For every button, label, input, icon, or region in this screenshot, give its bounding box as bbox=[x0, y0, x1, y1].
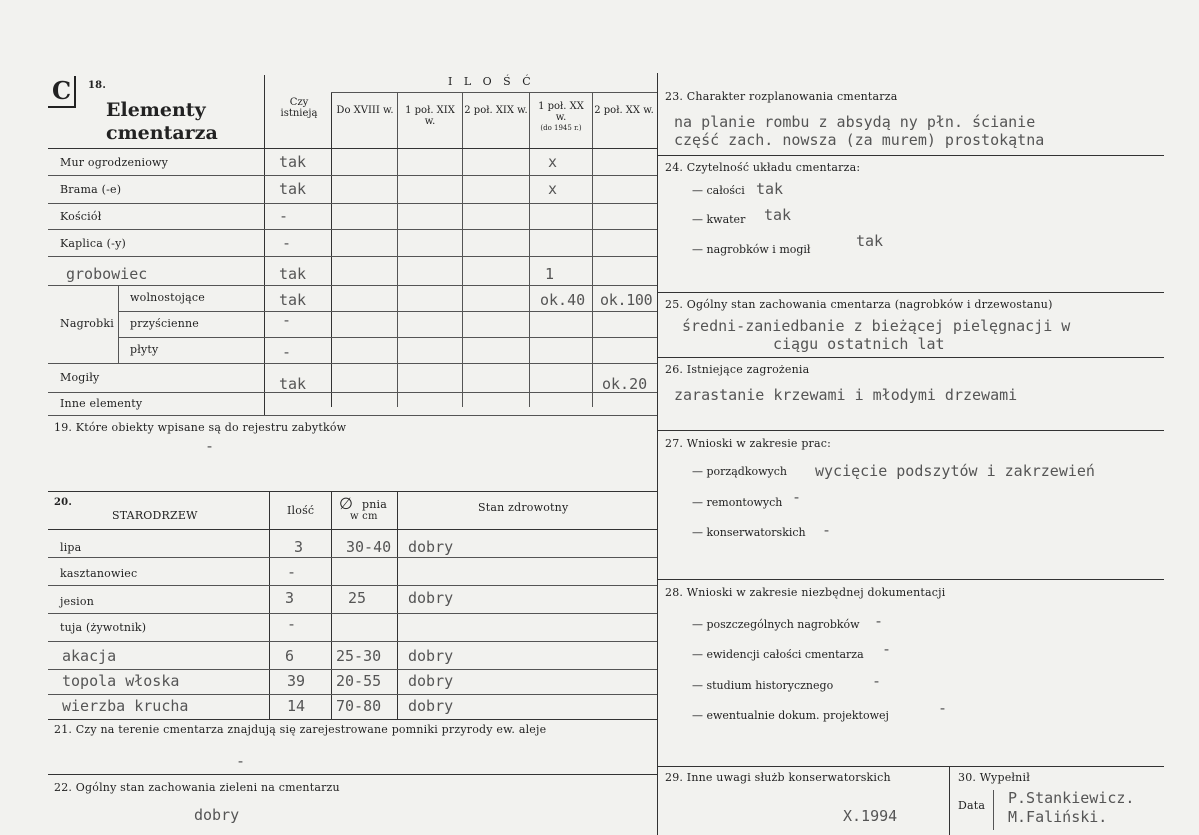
header-period-1: Do XVIII w. bbox=[336, 105, 394, 116]
trees-header-diam-symbol: ∅ bbox=[339, 494, 353, 513]
q28-item-label-3: — studium historycznego bbox=[692, 679, 834, 692]
graves-label: Nagrobki bbox=[60, 317, 114, 330]
graves-row-label-2: przyścienne bbox=[130, 317, 200, 330]
graves-row-p1xx-1: ok.40 bbox=[540, 291, 586, 309]
tree-name-3: jesion bbox=[60, 595, 94, 608]
tree-diam-3: 25 bbox=[348, 589, 367, 607]
graves-row-exists-3: - bbox=[282, 343, 292, 361]
q27-item-label-2: — remontowych bbox=[692, 496, 783, 509]
element-label-kaplica: Kaplica (-y) bbox=[60, 237, 126, 250]
q27-item-value-3: - bbox=[822, 521, 832, 539]
tree-name-4: tuja (żywotnik) bbox=[60, 621, 147, 634]
graves-row-p2xx-1: ok.100 bbox=[600, 291, 653, 309]
q28-item-label-1: — poszczególnych nagrobków bbox=[692, 618, 860, 631]
tree-name-7: wierzba krucha bbox=[62, 697, 189, 715]
q23-line1: na planie rombu z absydą ny płn. ścianie bbox=[674, 113, 1036, 131]
header-period-3: 2 poł. XIX w. bbox=[464, 105, 528, 116]
mogily-p2xx: ok.20 bbox=[602, 375, 648, 393]
tree-health-6: dobry bbox=[408, 672, 454, 690]
q23-line2: część zach. nowsza (za murem) prostokątna bbox=[674, 131, 1045, 149]
mogily-label: Mogiły bbox=[60, 371, 100, 384]
section-title-1: Elementy bbox=[106, 99, 206, 121]
element-label-brama: Brama (-e) bbox=[60, 183, 122, 196]
header-period-4: 1 poł. XX w. (do 1945 r.) bbox=[538, 101, 584, 132]
q24-item-label-1: — całości bbox=[692, 184, 745, 197]
tree-diam-1: 30-40 bbox=[346, 538, 392, 556]
q28-item-label-4: — ewentualnie dokum. projektowej bbox=[692, 709, 889, 722]
tree-name-1: lipa bbox=[60, 541, 82, 554]
q27-label: 27. Wnioski w zakresie prac: bbox=[665, 437, 832, 450]
tree-health-3: dobry bbox=[408, 589, 454, 607]
trees-header-qty: Ilość bbox=[287, 504, 315, 517]
tree-diam-7: 70-80 bbox=[336, 697, 382, 715]
inne-label: Inne elementy bbox=[60, 397, 143, 410]
tree-name-5: akacja bbox=[62, 647, 117, 665]
q29-value: X.1994 bbox=[843, 807, 898, 825]
element-label-kosciol: Kościół bbox=[60, 210, 102, 223]
tree-diam-6: 20-55 bbox=[336, 672, 382, 690]
element-exists-mur: tak bbox=[279, 153, 307, 171]
element-label-grobowiec: grobowiec bbox=[66, 265, 148, 283]
graves-row-label-3: płyty bbox=[130, 343, 159, 356]
q27-item-label-3: — konserwatorskich bbox=[692, 526, 806, 539]
q30-name2: M.Faliński. bbox=[1008, 808, 1108, 826]
element-exists-kosciol: - bbox=[279, 207, 289, 225]
q23-label: 23. Charakter rozplanowania cmentarza bbox=[665, 90, 898, 103]
tree-qty-4: - bbox=[287, 615, 297, 633]
q27-item-value-2: - bbox=[792, 488, 802, 506]
tree-name-6: topola włoska bbox=[62, 672, 180, 690]
header-quantity: I L O Ś Ć bbox=[448, 75, 535, 88]
element-p1xx-brama: x bbox=[548, 180, 558, 198]
q28-item-value-2: - bbox=[882, 640, 892, 658]
header-period-note: (do 1945 r.) bbox=[540, 124, 582, 132]
tree-qty-6: 39 bbox=[287, 672, 306, 690]
tree-name-2: kasztanowiec bbox=[60, 567, 138, 580]
graves-row-label-1: wolnostojące bbox=[130, 291, 205, 304]
tree-qty-5: 6 bbox=[285, 647, 295, 665]
q19-label: 19. Które obiekty wpisane są do rejestru zabytków bbox=[54, 421, 347, 434]
q30-label: 30. Wypełnił bbox=[958, 771, 1030, 784]
graves-row-exists-2: - bbox=[282, 311, 292, 329]
tree-qty-2: - bbox=[287, 563, 297, 581]
element-exists-kaplica: - bbox=[282, 234, 292, 252]
q27-item-label-1: — porządkowych bbox=[692, 465, 787, 478]
tree-qty-1: 3 bbox=[294, 538, 304, 556]
section-title-2: cmentarza bbox=[106, 122, 218, 144]
q22-label: 22. Ogólny stan zachowania zieleni na cmentarzu bbox=[54, 781, 340, 794]
tree-health-7: dobry bbox=[408, 697, 454, 715]
q21-value: - bbox=[236, 752, 246, 770]
tree-health-5: dobry bbox=[408, 647, 454, 665]
q30-name1: P.Stankiewicz. bbox=[1008, 789, 1135, 807]
q24-item-value-2: tak bbox=[764, 206, 792, 224]
header-exists: Czy istnieją bbox=[280, 97, 318, 119]
q19-value: - bbox=[205, 437, 215, 455]
q25-line1: średni-zaniedbanie z bieżącej pielęgnacji w bbox=[682, 317, 1071, 335]
trees-header-name: STARODRZEW bbox=[112, 509, 198, 522]
mogily-exists: tak bbox=[279, 375, 307, 393]
q29-label: 29. Inne uwagi służb konserwatorskich bbox=[665, 771, 891, 784]
q28-item-value-4: - bbox=[938, 699, 948, 717]
trees-header-diam: pnia bbox=[362, 498, 388, 511]
header-period-5: 2 poł. XX w. bbox=[594, 105, 654, 116]
q24-item-label-3: — nagrobków i mogił bbox=[692, 243, 811, 256]
element-label-mur: Mur ogrodzeniowy bbox=[60, 156, 169, 169]
q26-value: zarastanie krzewami i młodymi drzewami bbox=[674, 386, 1018, 404]
trees-header-diam-unit: w cm bbox=[350, 511, 378, 522]
q27-item-value-1: wycięcie podszytów i zakrzewień bbox=[815, 462, 1095, 480]
tree-diam-5: 25-30 bbox=[336, 647, 382, 665]
q24-item-value-3: tak bbox=[856, 232, 884, 250]
tree-health-1: dobry bbox=[408, 538, 454, 556]
q21-label: 21. Czy na terenie cmentarza znajdują się zarejestrowane pomniki przyrody ew. aleje bbox=[54, 723, 547, 736]
tree-qty-3: 3 bbox=[285, 589, 295, 607]
q28-item-value-1: - bbox=[874, 612, 884, 630]
q28-label: 28. Wnioski w zakresie niezbędnej dokumentacji bbox=[665, 586, 946, 599]
section-letter: C bbox=[52, 76, 72, 105]
trees-number: 20. bbox=[54, 497, 72, 508]
q28-item-label-2: — ewidencji całości cmentarza bbox=[692, 648, 864, 661]
element-p1xx-mur: x bbox=[548, 153, 558, 171]
q24-item-value-1: tak bbox=[756, 180, 784, 198]
q24-item-label-2: — kwater bbox=[692, 213, 746, 226]
q25-label: 25. Ogólny stan zachowania cmentarza (nagrobków i drzewostanu) bbox=[665, 298, 1053, 311]
q22-value: dobry bbox=[194, 806, 240, 824]
tree-qty-7: 14 bbox=[287, 697, 306, 715]
q25-line2: ciągu ostatnich lat bbox=[773, 335, 945, 353]
element-exists-brama: tak bbox=[279, 180, 307, 198]
q24-label: 24. Czytelność układu cmentarza: bbox=[665, 161, 861, 174]
q28-item-value-3: - bbox=[872, 672, 882, 690]
element-p1xx-grobowiec: 1 bbox=[545, 265, 555, 283]
element-exists-grobowiec: tak bbox=[279, 265, 307, 283]
trees-header-health: Stan zdrowotny bbox=[478, 501, 569, 514]
q30-date-label: Data bbox=[958, 799, 986, 812]
q26-label: 26. Istniejące zagrożenia bbox=[665, 363, 810, 376]
graves-row-exists-1: tak bbox=[279, 291, 307, 309]
section-number: 18. bbox=[88, 80, 106, 91]
header-period-2: 1 poł. XIX w. bbox=[405, 105, 455, 127]
